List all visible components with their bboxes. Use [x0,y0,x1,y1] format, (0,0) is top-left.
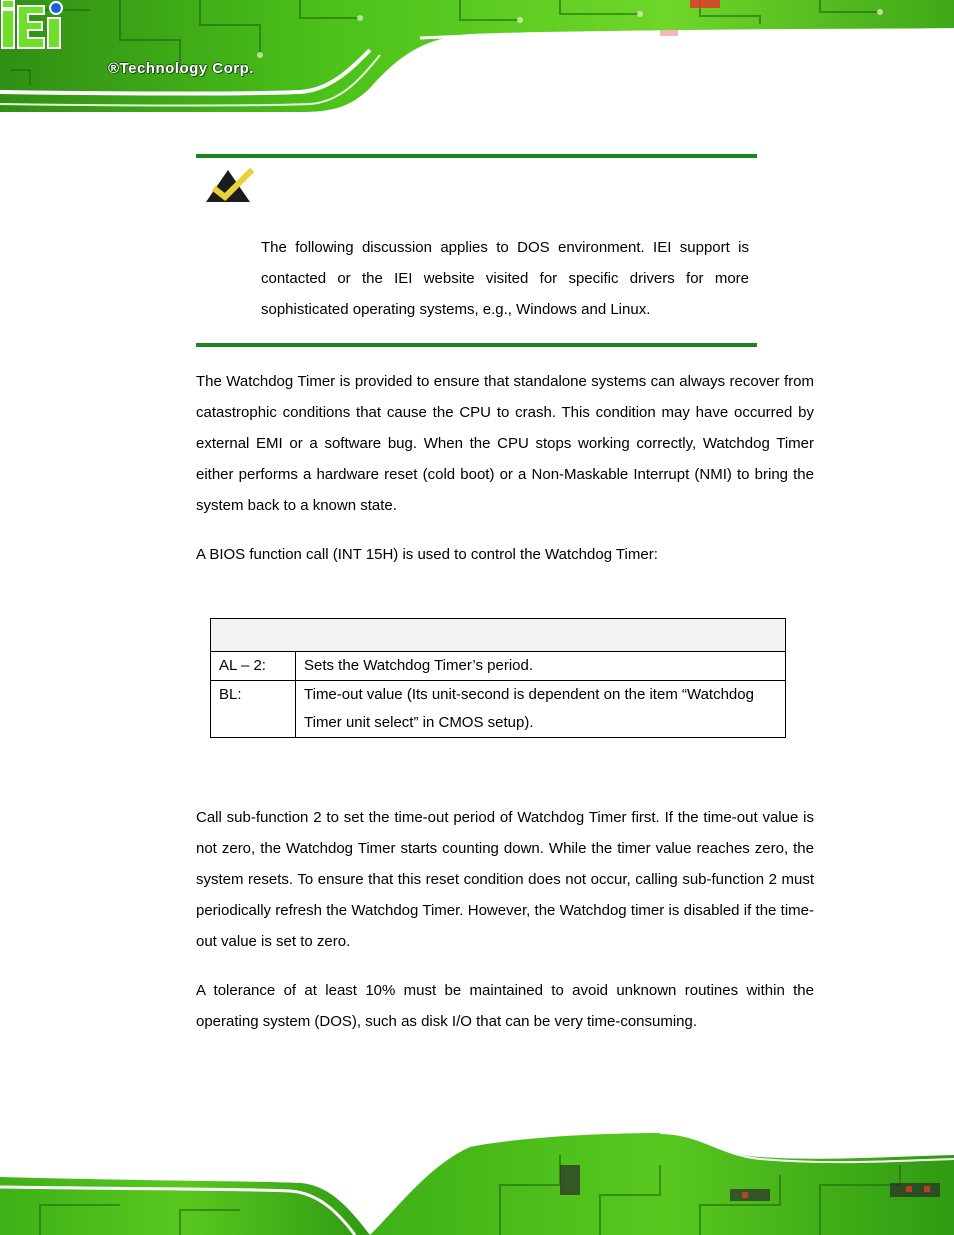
header-banner [0,0,954,112]
table-header-row [211,619,786,652]
note-text: The following discussion applies to DOS environment. IEI support is contacted or the IEI website visited for specific drivers for more sophisticated operating systems, e.g., Windows and Linux. [261,239,749,318]
circuit-board-footer-graphic [0,1125,954,1235]
paragraph-bios-call: A BIOS function call (INT 15H) is used to control the Watchdog Timer: [196,546,658,563]
description-cell: Sets the Watchdog Timer’s period. [296,652,786,681]
register-table [210,618,786,738]
table-row [211,681,786,738]
paragraph-subfunction: Call sub-function 2 to set the time-out period of Watchdog Timer first. If the time-out value is not zero, the Watchdog Timer starts counting down. While the timer value reaches zero, the system resets. To ensure that this reset condition does not occur, calling sub-function 2 must periodically refresh the Watchdog Timer. However, the Watchdog timer is disabled if the time-out value is set to zero. [196,809,814,950]
register-cell: AL – 2: [211,652,296,681]
brand-name: ®Technology Corp. [108,60,254,77]
paragraph-tolerance: A tolerance of at least 10% must be maintained to avoid unknown routines within the operating system (DOS), such as disk I/O that can be very time-consuming. [196,982,814,1030]
description-cell: Time-out value (Its unit-second is dependent on the item “Watchdog Timer unit select” in CMOS setup). [296,681,786,738]
circuit-board-header-graphic [0,0,954,112]
register-cell: BL: [211,681,296,738]
table-header-cell [211,619,786,652]
check-note-icon [204,166,254,204]
iei-logo-icon [0,0,66,50]
note-bottom-rule [196,343,757,347]
note-box [196,154,757,347]
paragraph-watchdog-intro: The Watchdog Timer is provided to ensure that standalone systems can always recover from catastrophic conditions that cause the CPU to crash. This condition may have occurred by external EMI or a software bug. When the CPU stops working correctly, Watchdog Timer either performs a hardware reset (cold boot) or a Non-Maskable Interrupt (NMI) to bring the system back to a known state. [196,373,814,514]
footer-banner [0,1125,954,1235]
table-row [211,652,786,681]
note-top-rule [196,154,757,158]
